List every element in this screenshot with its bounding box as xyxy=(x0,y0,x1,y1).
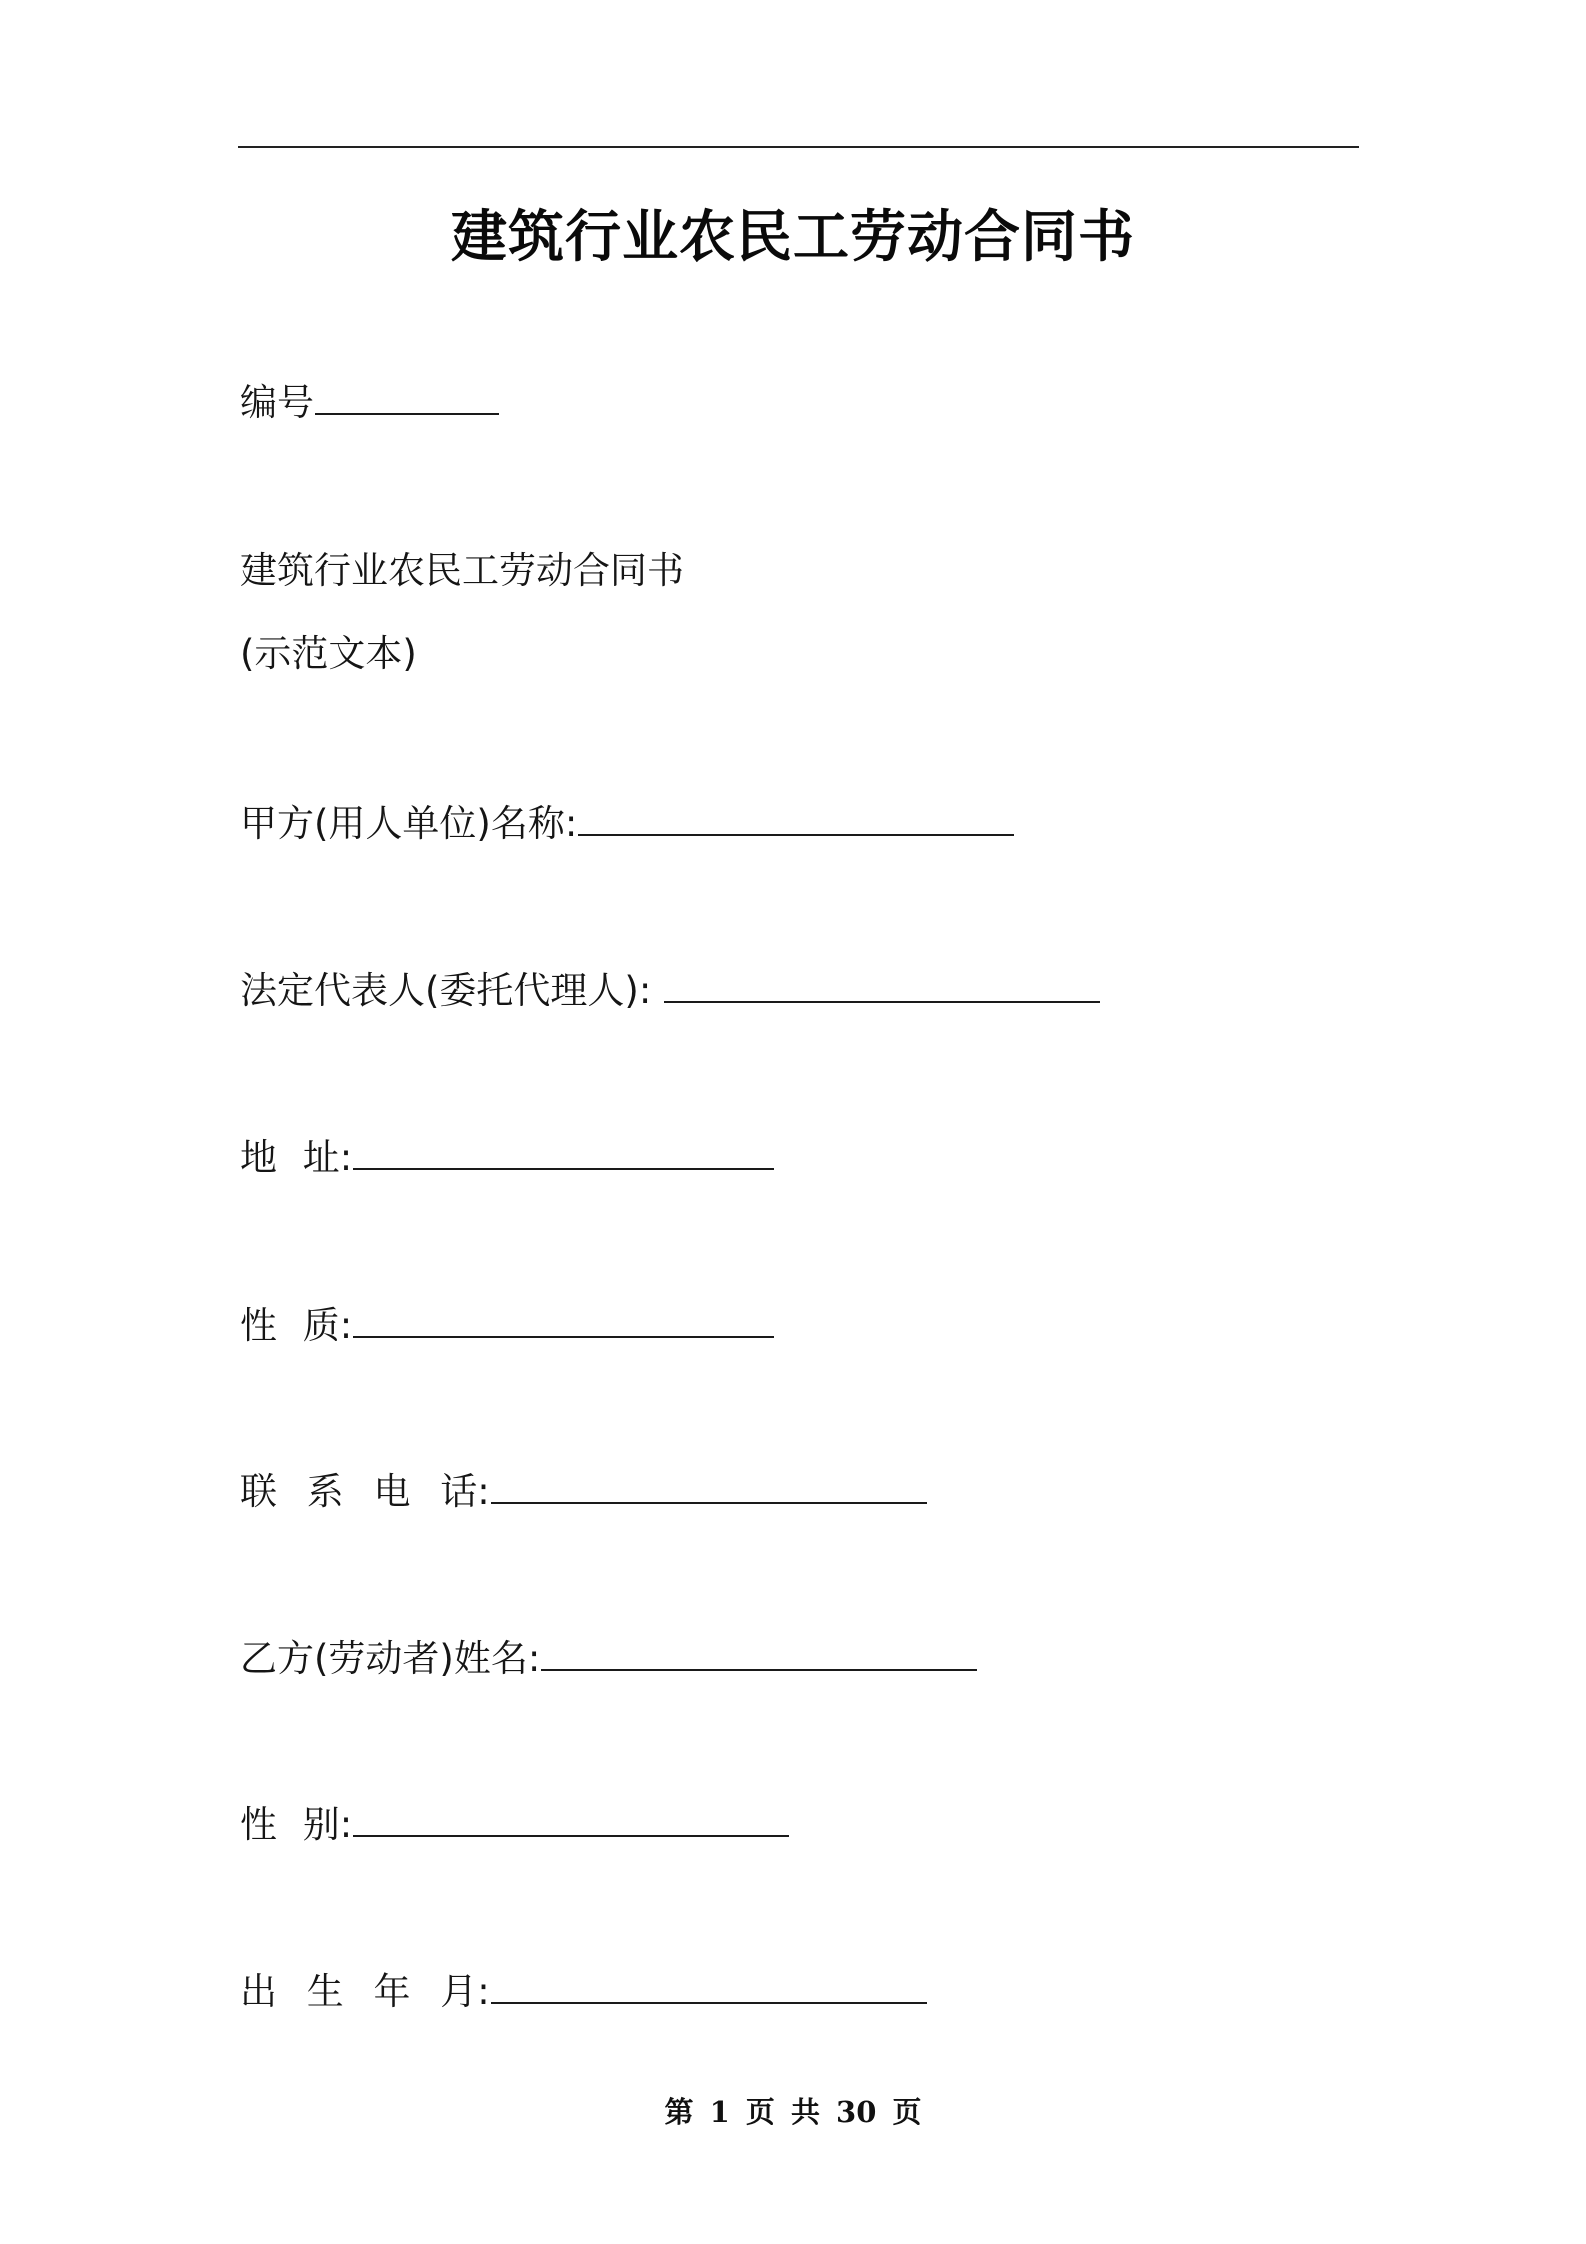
phone-line xyxy=(240,1467,927,1517)
gender-line xyxy=(240,1800,789,1850)
address-blank[interactable] xyxy=(353,1134,774,1170)
subtitle: 建筑行业农民工劳动合同书 xyxy=(240,549,684,592)
phone-blank[interactable] xyxy=(491,1468,927,1504)
nature-blank[interactable] xyxy=(353,1302,774,1338)
birth-line xyxy=(240,1967,927,2017)
legal-rep-label: 法定代表人(委托代理人): xyxy=(240,969,664,1012)
gender-label: 性 别: xyxy=(240,1803,353,1846)
birth-label: 出 生 年 月: xyxy=(240,1970,490,2013)
legal-rep-line xyxy=(240,966,1100,1016)
legal-rep-blank[interactable] xyxy=(664,967,1100,1003)
address-label: 地 址: xyxy=(240,1136,353,1179)
number-blank[interactable] xyxy=(315,379,499,415)
birth-blank[interactable] xyxy=(491,1968,927,2004)
party-b-name-label: 乙方(劳动者)姓名: xyxy=(240,1637,541,1680)
party-a-name-line xyxy=(240,799,1014,849)
number-line xyxy=(240,378,499,428)
sample-note: (示范文本) xyxy=(240,632,417,675)
phone-label: 联 系 电 话: xyxy=(240,1470,490,1513)
nature-label: 性 质: xyxy=(240,1304,353,1347)
gender-blank[interactable] xyxy=(353,1801,789,1837)
address-line xyxy=(240,1133,774,1183)
nature-line xyxy=(240,1301,774,1351)
party-a-name-blank[interactable] xyxy=(578,800,1014,836)
page-number-footer: 第 1 页 共 30 页 xyxy=(664,2095,922,2129)
party-b-name-blank[interactable] xyxy=(541,1635,977,1671)
party-b-name-line xyxy=(240,1634,977,1684)
party-a-name-label: 甲方(用人单位)名称: xyxy=(240,802,578,845)
number-label: 编号 xyxy=(240,381,314,424)
document-title: 建筑行业农民工劳动合同书 xyxy=(451,205,1135,270)
header-rule xyxy=(238,146,1359,148)
